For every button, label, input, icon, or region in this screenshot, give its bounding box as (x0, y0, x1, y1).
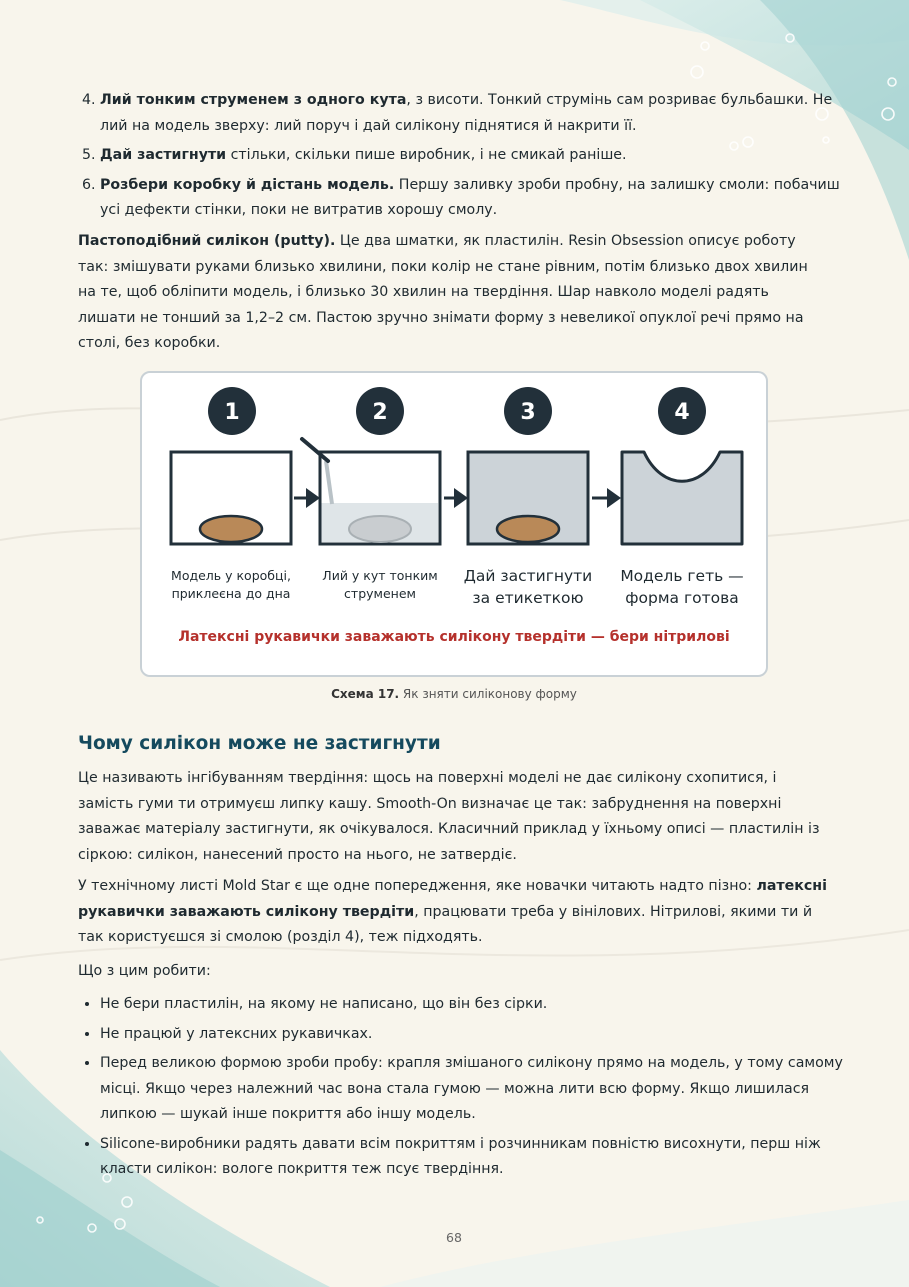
list-item: • Перед великою формою зроби пробу: крапля змішаного силікону прямо на модель, у тому самому місці. Якщо через належний час вона стала гумою — можна лити всю форму. Якщо лишилася липкою — шукай інше покриття або іншу модель. (100, 1051, 852, 1128)
step-text: Першу заливку зроби пробну, на залишку смоли: побачиш усі дефекти стінки, поки не витратив хорошу смолу. (100, 176, 840, 218)
box-pouring (302, 439, 440, 544)
paragraph-what-to-do: Що з цим робити: (78, 963, 211, 979)
stage-label-2: Лий у кут тонким струменем (322, 568, 438, 601)
arrow-1 (294, 488, 320, 508)
svg-text:4: 4 (674, 400, 690, 425)
putty-text: Це два шматки, як пластилін. Resin Obsession описує роботу так: змішувати руками близько хвилини, поки колір не стане рівним, потім близько двох хвилин на те, щоб обліпити модель, і близько 30 хвилин на твердіння. Шар навколо моделі радять лишати не тонший за 1,2–2 см. Пастою зручно знімати форму з невеликої опуклої речі прямо на столі, без коробки. (78, 233, 808, 351)
moldstar-bold: латексні рукавички заважають силікону твердіти (78, 878, 827, 920)
svg-text:2: 2 (372, 400, 388, 425)
latex-warning: Латексні рукавички заважають силікону твердіти — бери нітрилові (178, 629, 730, 645)
stage-label-3: Дай застигнути за етикеткою (463, 567, 593, 607)
list-item: • Не бери пластилін, на якому не написано, що він без сірки. (100, 992, 852, 1018)
moldstar-text-a: У технічному листі Mold Star є ще одне попередження, яке новачки читають надто пізно: (78, 878, 757, 894)
list-item (100, 143, 852, 169)
tips-list (78, 992, 852, 1187)
stage-label-4: Модель геть — форма готова (620, 567, 744, 607)
section-heading: Чому силікон може не застигнути (78, 733, 441, 754)
steps-list (78, 88, 852, 228)
step-number-4 (658, 387, 706, 435)
step-text: , з висоти. Тонкий струмінь сам розриває бульбашки. Не лий на модель зверху: лий поруч і дай силікону піднятися й накрити її. (100, 92, 833, 134)
figure-caption (78, 687, 830, 701)
list-item: • Silicone-виробники радять давати всім покриттям і розчинникам повністю висохнути, перш ніж класти силікон: вологе покриття теж псує твердіння. (100, 1132, 852, 1183)
box-model-in-box (171, 452, 291, 544)
putty-title: Пастоподібний силікон (putty). (78, 233, 336, 249)
step-number-3 (504, 387, 552, 435)
paragraph-inhibition: Це називають інгібуванням твердіння: щось на поверхні моделі не дає силікону схопитися, і замість гуми ти отримуєш липку кашу. Smooth-On визначає це так: забруднення на поверхні заважає матеріалу застигнути, як очікувалося. Класичний приклад у їхньому описі — пластилін із сіркою: силікон, нанесений просто на нього, не затвердіє. (78, 770, 820, 863)
list-item (100, 173, 852, 224)
list-item: • Не працюй у латексних рукавичках. (100, 1022, 852, 1048)
putty-paragraph (78, 229, 830, 357)
arrow-2 (444, 488, 468, 508)
box-curing (468, 452, 588, 544)
step-text: стільки, скільки пише виробник, і не смикай раніше. (226, 147, 627, 163)
box-finished-mold (622, 452, 742, 544)
stage-label-1: Модель у коробці, приклеєна до дна (171, 568, 291, 601)
paragraph-moldstar (78, 874, 830, 951)
svg-text:3: 3 (520, 400, 536, 425)
list-item (100, 88, 852, 139)
arrow-3 (592, 488, 621, 508)
page-number: 68 (446, 1230, 462, 1245)
step-bold: Дай застигнути (100, 147, 227, 163)
step-number-1 (208, 387, 256, 435)
step-bold: Лий тонким струменем з одного кута (100, 92, 407, 108)
step-bold: Розбери коробку й дістань модель. (100, 176, 395, 193)
mold-diagram (140, 371, 768, 677)
caption-label: Схема 17. (331, 687, 400, 701)
svg-text:1: 1 (224, 400, 240, 425)
moldstar-text-b: , працювати треба у вінілових. Нітрилові, якими ти й так користуєшся зі смолою (розділ 4), теж підходять. (78, 903, 813, 945)
step-number-2 (356, 387, 404, 435)
caption-text: Як зняти силіконову форму (399, 687, 577, 701)
